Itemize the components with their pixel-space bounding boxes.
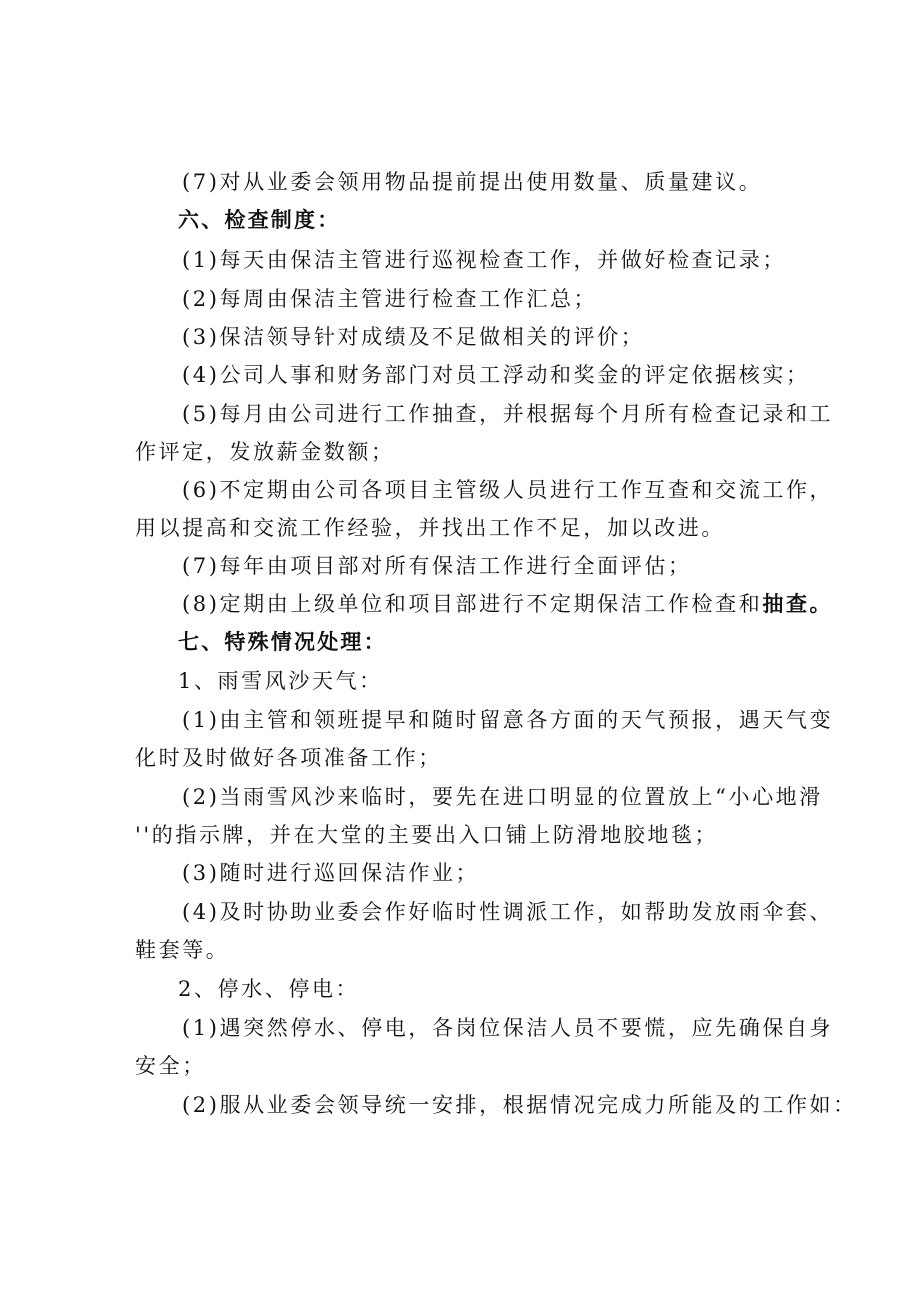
paragraph-line: (4)及时协助业委会作好临时性调派工作，如帮助发放雨伞套、 bbox=[182, 900, 834, 924]
subsection-heading: 1、雨雪风沙天气： bbox=[178, 669, 383, 693]
paragraph-line: 鞋套等。 bbox=[135, 938, 230, 962]
paragraph-line: (7)每年由项目部对所有保洁工作进行全面评估； bbox=[182, 554, 692, 578]
paragraph-line: ''的指示牌，并在大堂的主要出入口铺上防滑地胶地毯； bbox=[135, 823, 719, 847]
paragraph-line: (2)服从业委会领导统一安排，根据情况完成力所能及的工作如： bbox=[182, 1093, 857, 1117]
paragraph-line: (5)每月由公司进行工作抽查，并根据每个月所有检查记录和工 bbox=[182, 402, 834, 426]
section-heading-special-cases: 七、特殊情况处理： bbox=[178, 630, 387, 654]
paragraph-line: (1)遇突然停水、停电，各岗位保洁人员不要慌，应先确保自身 bbox=[182, 1016, 834, 1040]
paragraph-line: 用以提高和交流工作经验，并找出工作不足，加以改进。 bbox=[135, 516, 725, 540]
paragraph-line: 作评定，发放薪金数额； bbox=[135, 440, 395, 464]
paragraph-line: (6)不定期由公司各项目主管级人员进行工作互查和交流工作， bbox=[182, 478, 834, 502]
paragraph-line: (4)公司人事和财务部门对员工浮动和奖金的评定依据核实； bbox=[182, 363, 810, 387]
paragraph-line: (3)随时进行巡回保洁作业； bbox=[182, 861, 480, 885]
paragraph-line: (2)每周由保洁主管进行检查工作汇总； bbox=[182, 287, 598, 311]
paragraph-line-text: (8)定期由上级单位和项目部进行不定期保洁工作检查和 bbox=[182, 592, 763, 616]
subsection-heading: 2、停水、停电： bbox=[178, 977, 360, 1001]
paragraph-line: (2)当雨雪风沙来临时，要先在进口明显的位置放上“小心地滑 bbox=[182, 785, 823, 809]
paragraph-line: 化时及时做好各项准备工作； bbox=[135, 746, 442, 770]
paragraph-line: (3)保洁领导针对成绩及不足做相关的评价； bbox=[182, 325, 645, 349]
paragraph-line: (1)由主管和领班提早和随时留意各方面的天气预报，遇天气变 bbox=[182, 708, 834, 732]
paragraph-line: (1)每天由保洁主管进行巡视检查工作，并做好检查记录； bbox=[182, 248, 786, 272]
paragraph-line-bold-text: 抽查。 bbox=[762, 592, 834, 616]
paragraph-line: (7)对从业委会领用物品提前提出使用数量、质量建议。 bbox=[182, 170, 763, 194]
paragraph-line: 安全； bbox=[135, 1054, 206, 1078]
paragraph-line bbox=[182, 589, 834, 619]
section-heading-inspection: 六、检查制度： bbox=[178, 208, 341, 232]
